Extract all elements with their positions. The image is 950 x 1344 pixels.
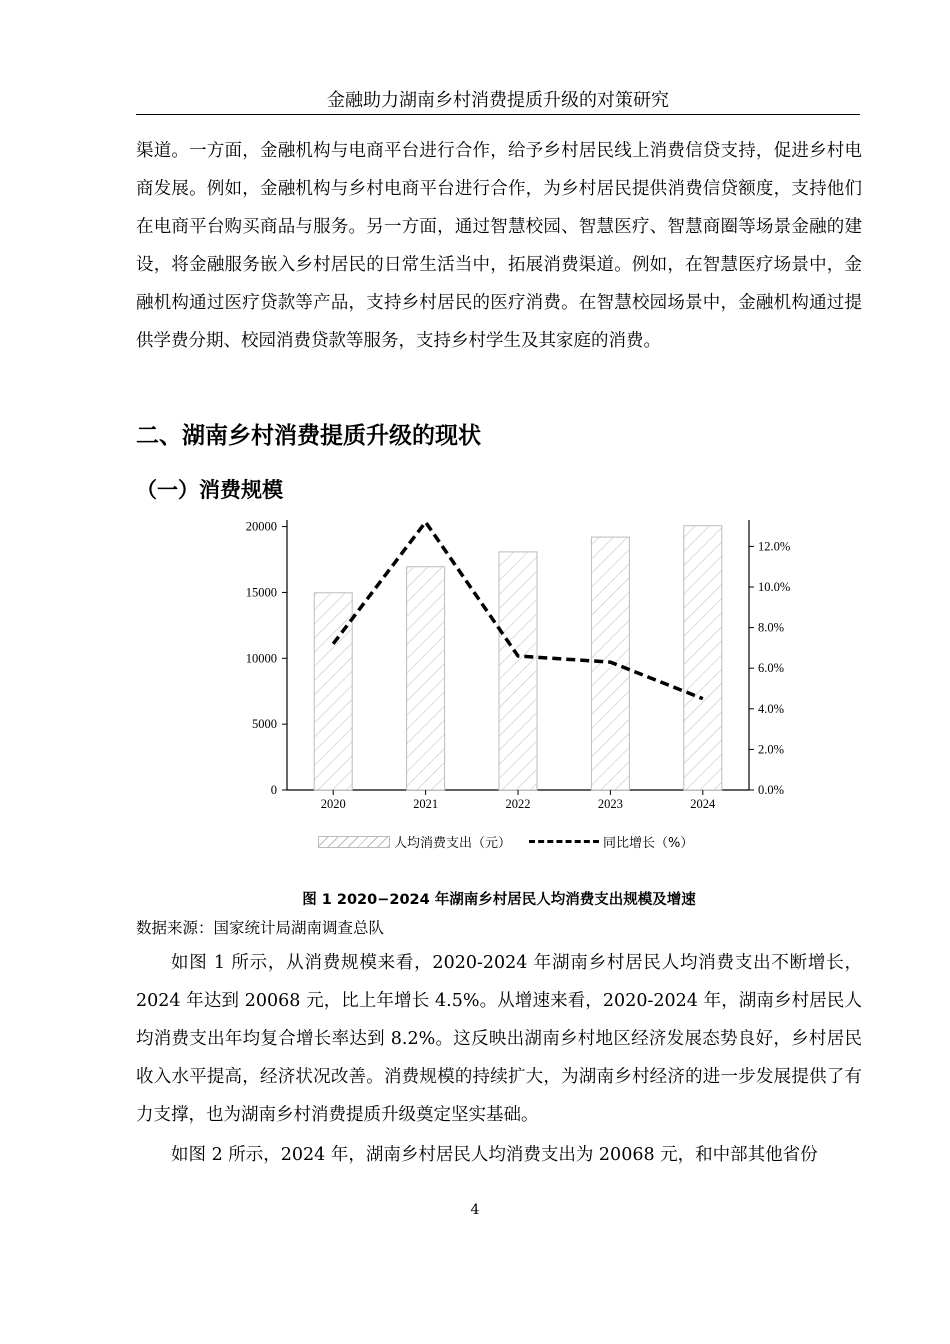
consumption-chart xyxy=(230,510,790,810)
data-source: 数据来源：国家统计局湖南调查总队 xyxy=(136,919,385,937)
x-tick-label: 2021 xyxy=(413,797,439,810)
paragraph-3: 如图 2 所示，2024 年，湖南乡村居民人均消费支出为 20068 元，和中部其他省份 xyxy=(171,1145,818,1165)
bar-2024 xyxy=(684,526,722,790)
legend-line-swatch xyxy=(529,840,599,843)
page-number: 4 xyxy=(470,1202,480,1218)
x-tick-label: 2020 xyxy=(320,797,346,810)
legend-bar-swatch xyxy=(318,836,390,848)
paragraph-2: 如图 1 所示，从消费规模来看，2020-2024 年湖南乡村居民人均消费支出不断增长，2024 年达到 20068 元，比上年增长 4.5%。从增速来看，2020-2024 年，湖南乡村居民人均消费支出年均复合增长率达到 8.2%。这反映出湖南乡村地区经济发展态势良好，乡村居民收入水平提高，经济状况改善。消费规模的持续扩大，为湖南乡村经济的进一步发展提供了有力支撑，也为湖南乡村消费提质升级奠定坚实基础。 xyxy=(136,953,862,1125)
x-tick-label: 2024 xyxy=(690,797,716,810)
y-left-tick-label: 5000 xyxy=(252,717,277,732)
y-right-tick-label: 4.0% xyxy=(758,701,785,716)
bar-2020 xyxy=(314,593,352,790)
y-left-tick-label: 0 xyxy=(270,783,277,797)
x-tick-label: 2022 xyxy=(505,797,531,810)
paragraph-1: 渠道。一方面，金融机构与电商平台进行合作，给予乡村居民线上消费信贷支持，促进乡村电商发展。例如，金融机构与乡村电商平台进行合作，为乡村居民提供消费信贷额度，支持他们在电商平台购买商品与服务。另一方面，通过智慧校园、智慧医疗、智慧商圈等场景金融的建设，将金融服务嵌入乡村居民的日常生活当中，拓展消费渠道。例如，在智慧医疗场景中，金融机构通过医疗贷款等产品，支持乡村居民的医疗消费。在智慧校园场景中，金融机构通过提供学费分期、校园消费贷款等服务，支持乡村学生及其家庭的消费。 xyxy=(136,141,862,351)
y-left-tick-label: 10000 xyxy=(245,651,277,666)
y-right-tick-label: 0.0% xyxy=(758,783,785,797)
y-left-tick-label: 15000 xyxy=(245,585,277,600)
section-heading: 二、湖南乡村消费提质升级的现状 xyxy=(136,423,481,449)
y-right-tick-label: 10.0% xyxy=(758,579,790,594)
y-left-tick-label: 20000 xyxy=(245,519,277,534)
y-right-tick-label: 8.0% xyxy=(758,620,785,635)
running-header: 金融助力湖南乡村消费提质升级的对策研究 xyxy=(136,88,860,115)
x-tick-label: 2023 xyxy=(597,797,623,810)
y-right-tick-label: 6.0% xyxy=(758,661,785,676)
legend-bar-label: 人均消费支出（元） xyxy=(394,836,512,851)
legend-line-label: 同比增长（%） xyxy=(603,836,694,851)
figure-caption: 图 1 2020−2024 年湖南乡村居民人均消费支出规模及增速 xyxy=(302,892,696,908)
y-right-tick-label: 12.0% xyxy=(758,539,790,554)
bar-2022 xyxy=(499,552,537,790)
bar-2021 xyxy=(407,567,445,790)
y-right-tick-label: 2.0% xyxy=(758,742,785,757)
subsection-heading: （一）消费规模 xyxy=(136,478,283,502)
chart-legend xyxy=(318,832,693,851)
